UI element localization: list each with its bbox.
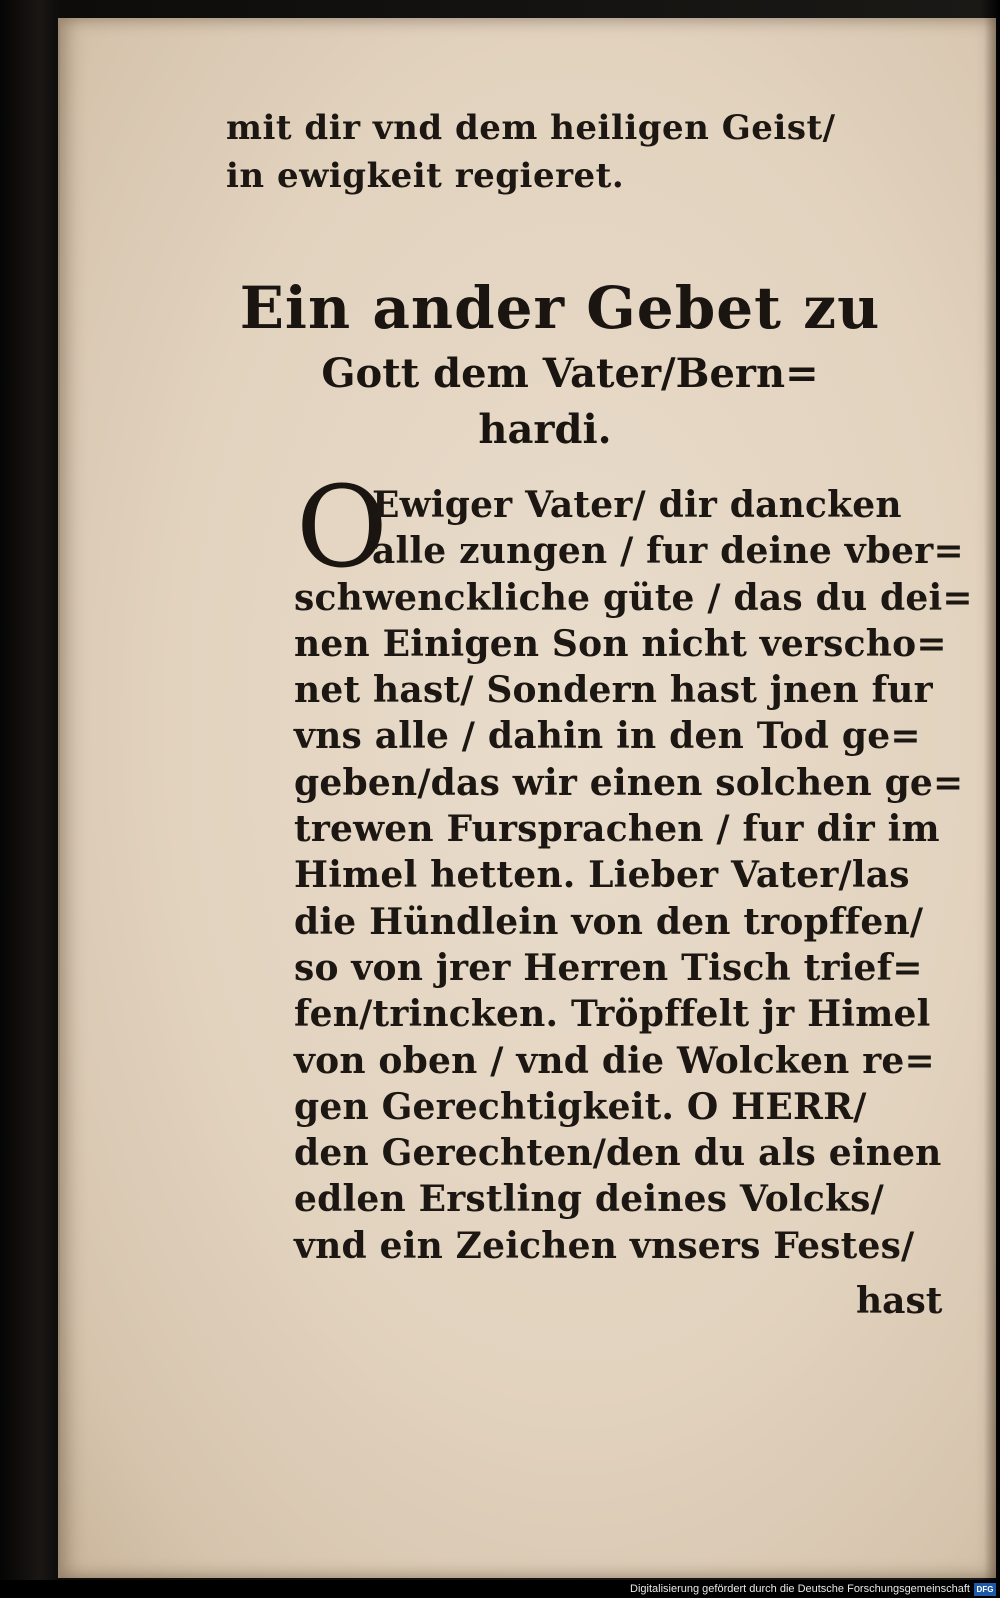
body-line: nen Einigen Son nicht verscho= <box>294 622 947 665</box>
heading-line-3: hardi. <box>478 406 612 453</box>
page-edge-shadow <box>984 18 996 1578</box>
body-line: trewen Fursprachen / fur dir im <box>294 808 940 851</box>
heading-line-2: Gott dem Vater/Bern= <box>321 350 819 397</box>
prayer-heading <box>230 270 890 458</box>
prayer-body <box>294 482 973 1269</box>
body-line: den Gerechten/den du als einen <box>294 1132 942 1175</box>
body-line: von oben / vnd die Wolcken re= <box>294 1039 935 1082</box>
body-line: net hast/ Sondern hast jnen fur <box>294 669 933 712</box>
catchword: hast <box>856 1280 943 1322</box>
closing-lines <box>226 104 836 200</box>
body-line: gen Gerechtigkeit. O HERR/ <box>294 1085 867 1128</box>
drop-cap-initial: O <box>296 463 388 593</box>
body-line: vns alle / dahin in den Tod ge= <box>294 715 921 758</box>
body-line: fen/trincken. Tröpffelt jr Himel <box>294 993 931 1036</box>
body-line: vnd ein Zeichen vnsers Festes/ <box>294 1224 915 1267</box>
closing-line: in ewigkeit regieret. <box>226 156 625 196</box>
body-line: Ewiger Vater/ dir dancken <box>372 484 902 526</box>
footer-credit: Digitalisierung gefördert durch die Deutsche Forschungsgemeinschaft <box>630 1583 970 1595</box>
body-line: alle zungen / fur deine vber= <box>372 530 964 573</box>
body-line: die Hündlein von den tropffen/ <box>294 900 924 943</box>
body-line: geben/das wir einen solchen ge= <box>294 761 964 804</box>
body-line: schwenckliche güte / das du dei= <box>294 576 973 619</box>
digitization-footer <box>0 1580 1000 1598</box>
heading-line-1: Ein ander Gebet zu <box>239 274 881 342</box>
dfg-logo: DFG <box>974 1583 996 1596</box>
body-line: edlen Erstling deines Volcks/ <box>294 1178 884 1221</box>
body-line: Himel hetten. Lieber Vater/las <box>294 854 910 897</box>
closing-line: mit dir vnd dem heiligen Geist/ <box>226 108 836 148</box>
body-line: so von jrer Herren Tisch trief= <box>294 946 923 989</box>
